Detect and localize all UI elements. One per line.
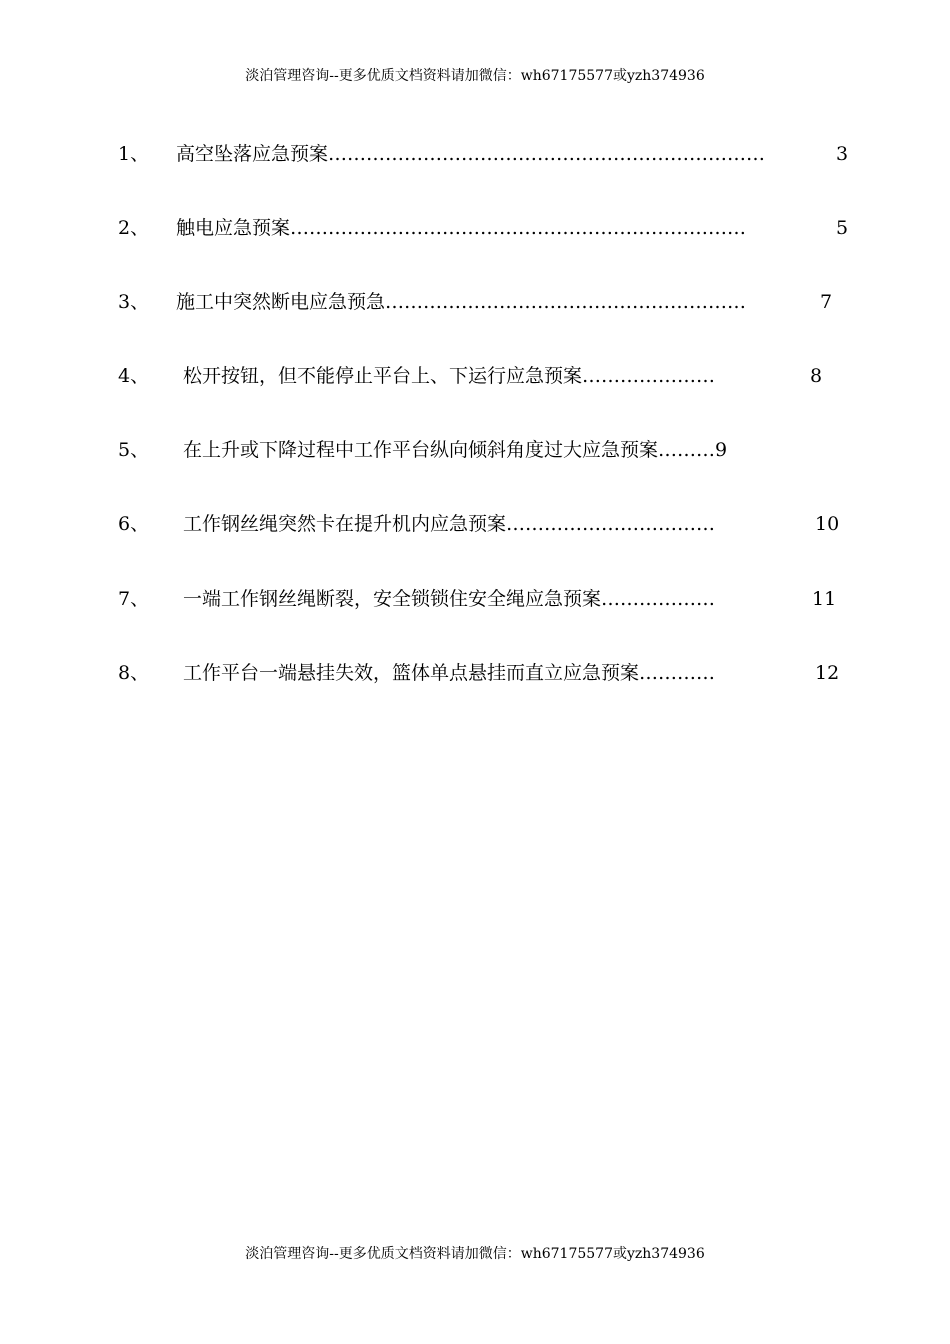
page-footer: 淡泊管理咨询--更多优质文档资料请加微信：wh67175577或yzh374936 [245,1246,705,1262]
toc-entry-number: 4、 [118,365,150,387]
toc-entry-title: 工作钢丝绳突然卡在提升机内应急预案…………………………… [183,513,716,535]
toc-entry-page: 8 [810,365,823,387]
toc-entry [0,361,950,391]
toc-entry-title: 松开按钮，但不能停止平台上、下运行应急预案………………… [183,365,716,387]
toc-leader-dots: ……… [658,439,716,461]
toc-entry-page: 7 [820,291,833,313]
toc-leader-dots: …………………………………………………………… [328,143,766,165]
toc-entry-number: 7、 [118,588,150,610]
toc-entry [0,213,950,243]
toc-entry-title: 施工中突然断电应急预急………………………………………………… [176,291,747,313]
toc-entry-number: 5、 [118,439,150,461]
toc-entry-page: 11 [812,588,837,610]
toc-leader-dots: …………………………… [506,513,716,535]
toc-entry-number: 2、 [118,217,150,239]
toc-entry-page: 9 [715,439,728,461]
toc-leader-dots: ………………… [582,365,716,387]
toc-entry-number: 8、 [118,662,150,684]
toc-entry-title: 触电应急预案……………………………………………………………… [176,217,747,239]
toc-entry-number: 3、 [118,291,150,313]
toc-entry-page: 3 [836,143,849,165]
toc-entry [0,509,950,539]
toc-entry-title: 一端工作钢丝绳断裂，安全锁锁住安全绳应急预案……………… [183,588,716,610]
toc-entry [0,287,950,317]
toc-entry-page: 10 [815,513,840,535]
toc-entry [0,435,950,465]
toc-entry [0,584,950,614]
toc-entry [0,139,950,169]
toc-leader-dots: ……………… [601,588,716,610]
toc-leader-dots: ………… [639,662,716,684]
toc-entry-title: 在上升或下降过程中工作平台纵向倾斜角度过大应急预案………9 [183,439,728,461]
page-header: 淡泊管理咨询--更多优质文档资料请加微信：wh67175577或yzh374936 [245,68,705,84]
toc-entry-number: 1、 [118,143,150,165]
toc-entry-title: 高空坠落应急预案…………………………………………………………… [176,143,766,165]
toc-leader-dots: ………………………………………………… [385,291,747,313]
toc-entry-page: 12 [815,662,840,684]
toc-entry [0,658,950,688]
toc-entry-title: 工作平台一端悬挂失效，篮体单点悬挂而直立应急预案………… [183,662,716,684]
toc-entry-number: 6、 [118,513,150,535]
toc-entry-page: 5 [836,217,849,239]
toc-leader-dots: ……………………………………………………………… [290,217,747,239]
